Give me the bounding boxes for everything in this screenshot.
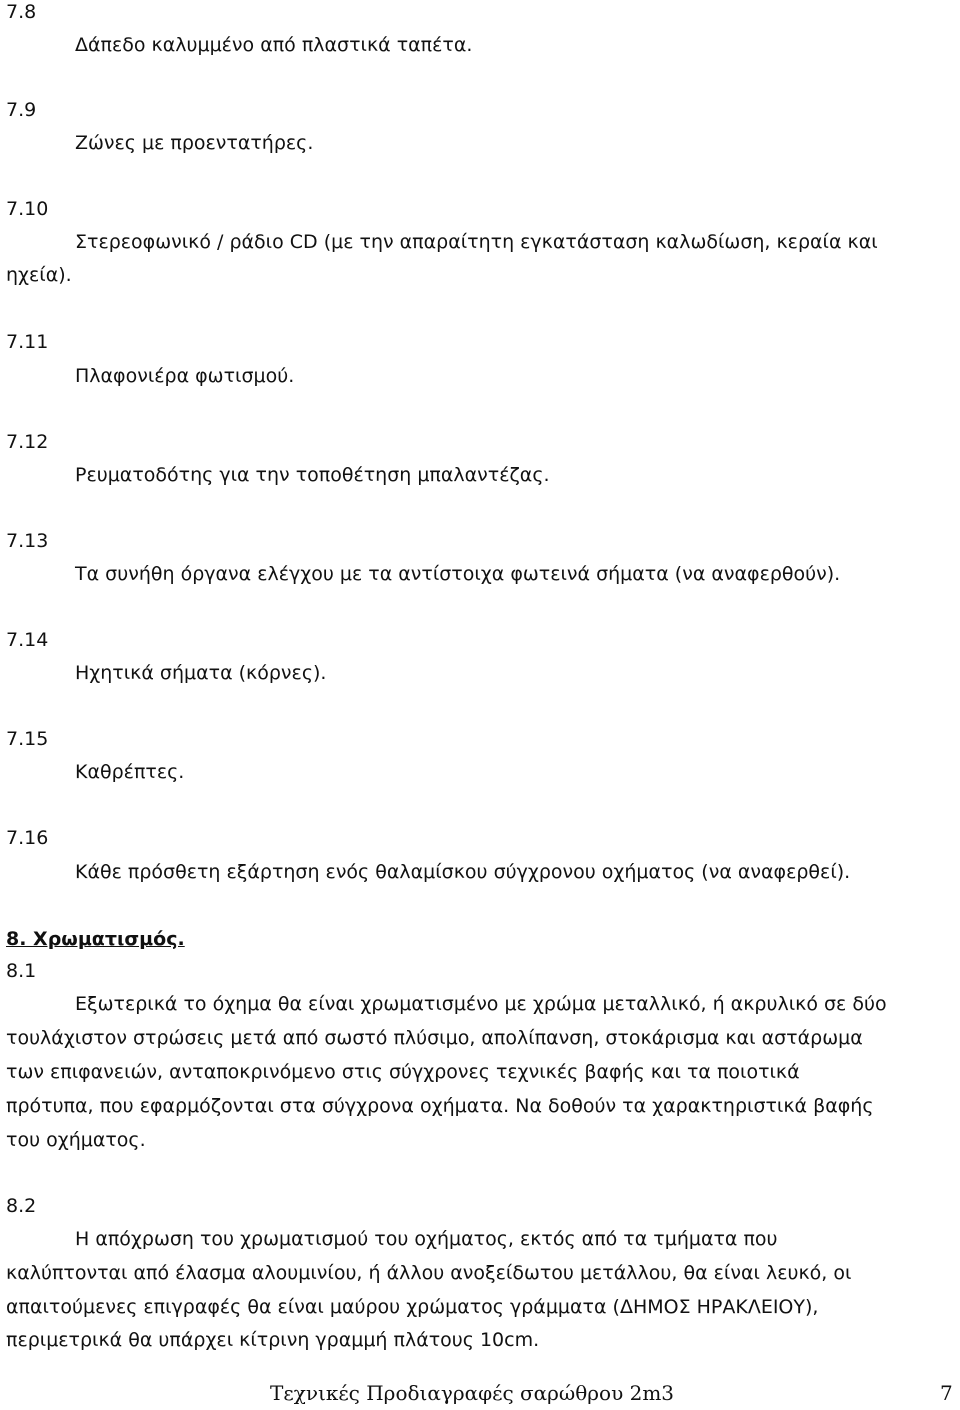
item-number: 7.10 bbox=[6, 198, 49, 220]
paragraph-line: του οχήματος. bbox=[6, 1129, 146, 1151]
paragraph-line: περιμετρικά θα υπάρχει κίτρινη γραμμή πλάτους 10cm. bbox=[6, 1329, 540, 1351]
paragraph-number: 8.1 bbox=[6, 960, 37, 982]
item-text: Δάπεδο καλυμμένο από πλαστικά ταπέτα. bbox=[75, 34, 473, 56]
paragraph-number: 8.2 bbox=[6, 1195, 37, 1217]
page-number: 7 bbox=[940, 1381, 953, 1405]
item-text: Καθρέπτες. bbox=[75, 761, 185, 783]
item-text: Ρευματοδότης για την τοποθέτηση μπαλαντέζας. bbox=[75, 464, 550, 486]
item-number: 7.13 bbox=[6, 530, 49, 552]
item-text: Ηχητικά σήματα (κόρνες). bbox=[75, 662, 327, 684]
footer-title: Τεχνικές Προδιαγραφές σαρώθρου 2m3 bbox=[270, 1381, 675, 1405]
item-text: Ζώνες με προεντατήρες. bbox=[75, 132, 314, 154]
paragraph-first-line: Εξωτερικά το όχημα θα είναι χρωματισμένο με χρώμα μεταλλικό, ή ακρυλικό σε δύο bbox=[75, 993, 887, 1015]
paragraph-line: πρότυπα, που εφαρμόζονται στα σύγχρονα οχήματα. Να δοθούν τα χαρακτηριστικά βαφής bbox=[6, 1095, 874, 1117]
item-number: 7.9 bbox=[6, 99, 37, 121]
item-number: 7.15 bbox=[6, 728, 49, 750]
item-number: 7.12 bbox=[6, 431, 49, 453]
item-text-continuation: ηχεία). bbox=[6, 264, 72, 286]
item-number: 7.16 bbox=[6, 827, 49, 849]
section-heading: 8. Χρωματισμός. bbox=[6, 928, 185, 950]
paragraph-first-line: Η απόχρωση του χρωματισμού του οχήματος, εκτός από τα τμήματα που bbox=[75, 1228, 778, 1250]
item-text: Πλαφονιέρα φωτισμού. bbox=[75, 365, 295, 387]
item-text: Στερεοφωνικό / ράδιο CD (με την απαραίτητη εγκατάσταση καλωδίωση, κεραία και bbox=[75, 231, 878, 253]
paragraph-line: καλύπτονται από έλασμα αλουμινίου, ή άλλου ανοξείδωτου μετάλλου, θα είναι λευκό, οι bbox=[6, 1262, 852, 1284]
paragraph-line: απαιτούμενες επιγραφές θα είναι μαύρου χρώματος γράμματα (ΔΗΜΟΣ ΗΡΑΚΛΕΙΟΥ), bbox=[6, 1296, 819, 1318]
item-number: 7.14 bbox=[6, 629, 49, 651]
paragraph-line: τουλάχιστον στρώσεις μετά από σωστό πλύσιμο, απολίπανση, στοκάρισμα και αστάρωμα bbox=[6, 1027, 863, 1049]
item-text: Κάθε πρόσθετη εξάρτηση ενός θαλαμίσκου σύγχρονου οχήματος (να αναφερθεί). bbox=[75, 861, 851, 883]
item-number: 7.8 bbox=[6, 1, 37, 23]
paragraph-line: των επιφανειών, ανταποκρινόμενο στις σύγχρονες τεχνικές βαφής και τα ποιοτικά bbox=[6, 1061, 800, 1083]
item-number: 7.11 bbox=[6, 331, 49, 353]
item-text: Τα συνήθη όργανα ελέγχου με τα αντίστοιχα φωτεινά σήματα (να αναφερθούν). bbox=[75, 563, 841, 585]
